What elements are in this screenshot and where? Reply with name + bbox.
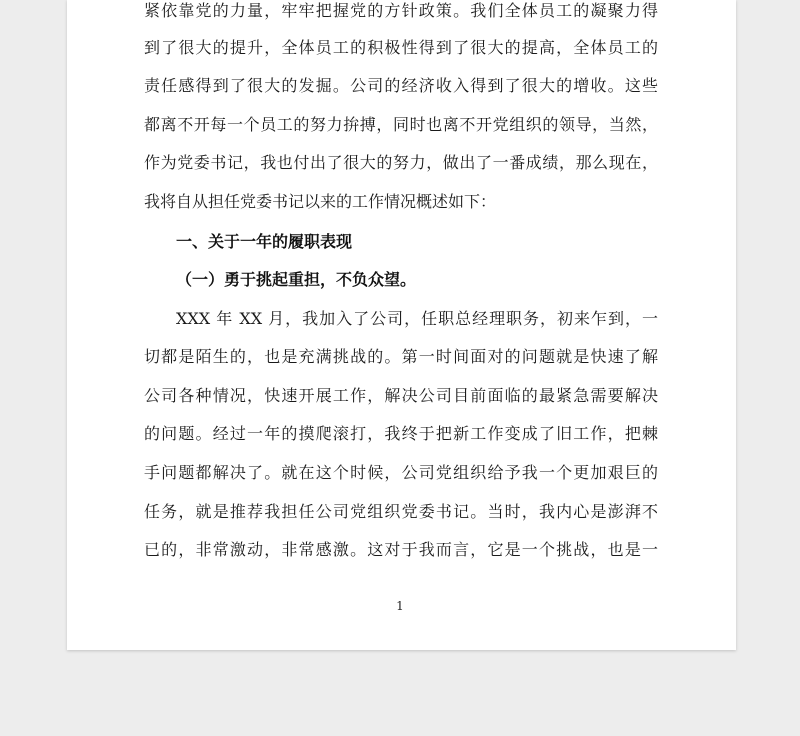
paragraph-line: 责任感得到了很大的发掘。公司的经济收入得到了很大的增收。这些 [144, 76, 658, 95]
paragraph-line: 公司各种情况，快速开展工作，解决公司目前面临的最紧急需要解决 [144, 386, 658, 405]
paragraph-line: 紧依靠党的力量，牢牢把握党的方针政策。我们全体员工的凝聚力得 [144, 1, 658, 20]
section-heading: 一、关于一年的履职表现 [176, 232, 353, 251]
page-number: 1 [396, 599, 404, 613]
paragraph-line: 任务，就是推荐我担任公司党组织党委书记。当时，我内心是澎湃不 [144, 502, 658, 521]
paragraph-line: 的问题。经过一年的摸爬滚打，我终于把新工作变成了旧工作，把棘 [144, 424, 658, 443]
subsection-heading: （一）勇于挑起重担，不负众望。 [176, 270, 417, 289]
paragraph-line: 作为党委书记，我也付出了很大的努力，做出了一番成绩，那么现在， [144, 153, 658, 172]
paragraph-line: 手问题都解决了。就在这个时候，公司党组织给予我一个更加艰巨的 [144, 463, 658, 482]
paragraph-line: 已的，非常激动，非常感激。这对于我而言，它是一个挑战，也是一 [144, 540, 658, 559]
paragraph-line: XXX 年 XX 月，我加入了公司，任职总经理职务，初来乍到，一 [176, 309, 658, 328]
paragraph-line: 我将自从担任党委书记以来的工作情况概述如下： [144, 192, 497, 211]
paragraph-line: 到了很大的提升，全体员工的积极性得到了很大的提高，全体员工的 [144, 38, 658, 57]
paragraph-line: 都离不开每一个员工的努力拚搏，同时也离不开党组织的领导，当然， [144, 115, 658, 134]
paragraph-line: 切都是陌生的，也是充满挑战的。第一时间面对的问题就是快速了解 [144, 347, 658, 366]
